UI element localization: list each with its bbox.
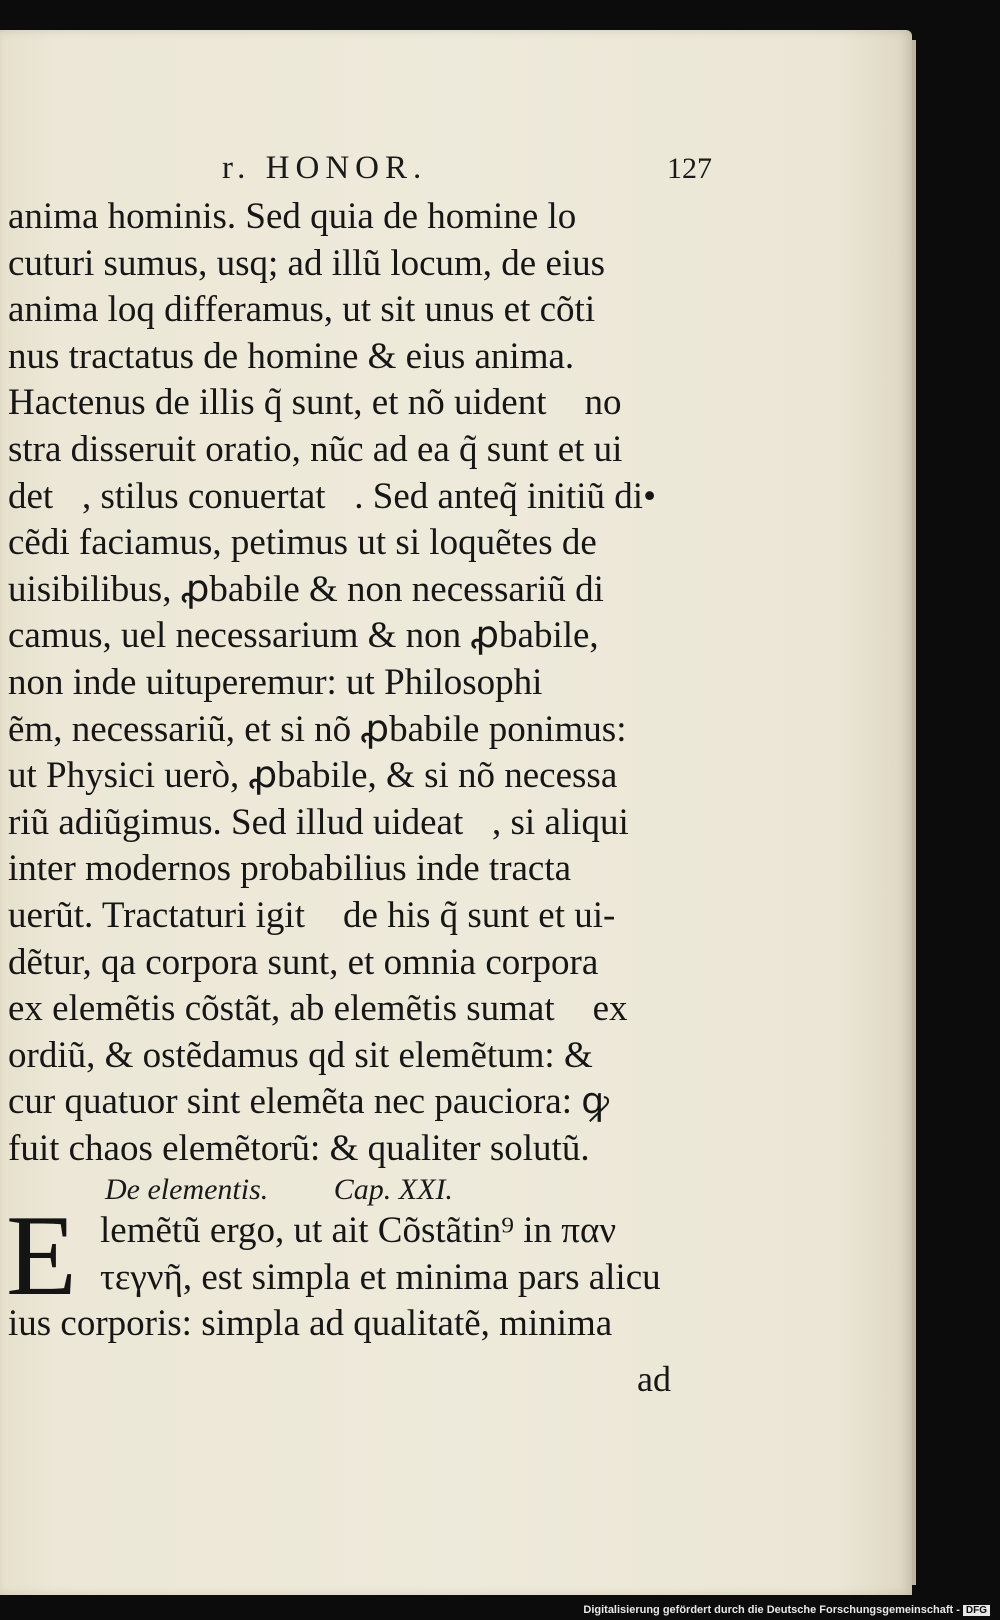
page-number: 127 bbox=[667, 152, 712, 185]
text-line: ordiũ, & ostẽdamus qd sit elemẽtum: & bbox=[8, 1034, 593, 1076]
text-line: inter modernos probabilius inde tracta bbox=[8, 848, 572, 890]
text-line: uerũt. Tractaturi igitᷣ de his q̃ sunt et ui- bbox=[8, 894, 616, 936]
text-line: cẽdi faciamus, petimus ut si loquẽtes de bbox=[8, 522, 597, 564]
digitization-credit bbox=[583, 1604, 990, 1616]
text-line: τεγνῆ, est simpla et minima pars alicu bbox=[100, 1256, 661, 1298]
text-line: Hactenus de illis q̃ sunt, et nõ uidentᷣ no bbox=[8, 382, 622, 424]
text-line: dẽtur, qa corpora sunt, et omnia corpora bbox=[8, 941, 599, 983]
drop-cap-initial: E bbox=[6, 1192, 77, 1320]
text-line: cuturi sumus, usq; ad illũ locum, de eius bbox=[8, 242, 606, 284]
section-title: De elementis. bbox=[105, 1173, 269, 1206]
paragraph-2 bbox=[6, 1192, 708, 1348]
text-line: ex elemẽtis cõstãt, ab elemẽtis sumatᷣ ex bbox=[8, 988, 628, 1030]
text-line: uisibilibus, ꝓbabile & non necessariũ di bbox=[8, 568, 604, 610]
text-line: camus, uel necessarium & non ꝓbabile, bbox=[8, 615, 599, 657]
text-line: ẽm, necessariũ, et si nõ ꝓbabile ponimus: bbox=[8, 708, 627, 750]
text-line: ius corporis: simpla ad qualitatẽ, minima bbox=[8, 1303, 613, 1345]
text-line: lemẽtũ ergo, ut ait Cõstãtin⁹ in παν bbox=[100, 1210, 617, 1251]
credit-text: Digitalisierung gefördert durch die Deutsche Forschungsgemeinschaft - bbox=[583, 1604, 960, 1616]
chapter-number: Cap. XXI. bbox=[333, 1173, 453, 1206]
text-line: stra disseruit oratio, nũc ad ea q̃ sunt et ui bbox=[8, 428, 623, 470]
running-head: r. HONOR. bbox=[222, 150, 428, 186]
text-line: cur quatuor sint elemẽta nec pauciora: ꝙ bbox=[8, 1081, 610, 1123]
text-line: anima hominis. Sed quia de homine lo bbox=[8, 196, 577, 237]
text-line: non inde uituperemur: ut Philosophi bbox=[8, 661, 543, 703]
text-line: anima loq differamus, ut sit unus et cõti bbox=[8, 289, 596, 331]
text-line: ut Physici uerò, ꝓbabile, & si nõ necessa bbox=[8, 755, 618, 797]
dfg-logo: DFG bbox=[963, 1605, 990, 1616]
text-line: riũ adiũgimus. Sed illud uideatᷣ, si aliqui bbox=[8, 801, 629, 843]
text-line: fuit chaos elemẽtorũ: & qualiter solutũ. bbox=[8, 1127, 590, 1169]
text-line: nus tractatus de homine & eius anima. bbox=[8, 335, 575, 377]
text-line: detᷣ, stilus conuertatᷣ. Sed anteq̃ initiũ di• bbox=[8, 475, 657, 517]
catchword: ad bbox=[637, 1359, 671, 1399]
page-edge bbox=[912, 40, 916, 1585]
section-heading bbox=[105, 1173, 453, 1207]
paragraph-1 bbox=[8, 194, 718, 1172]
